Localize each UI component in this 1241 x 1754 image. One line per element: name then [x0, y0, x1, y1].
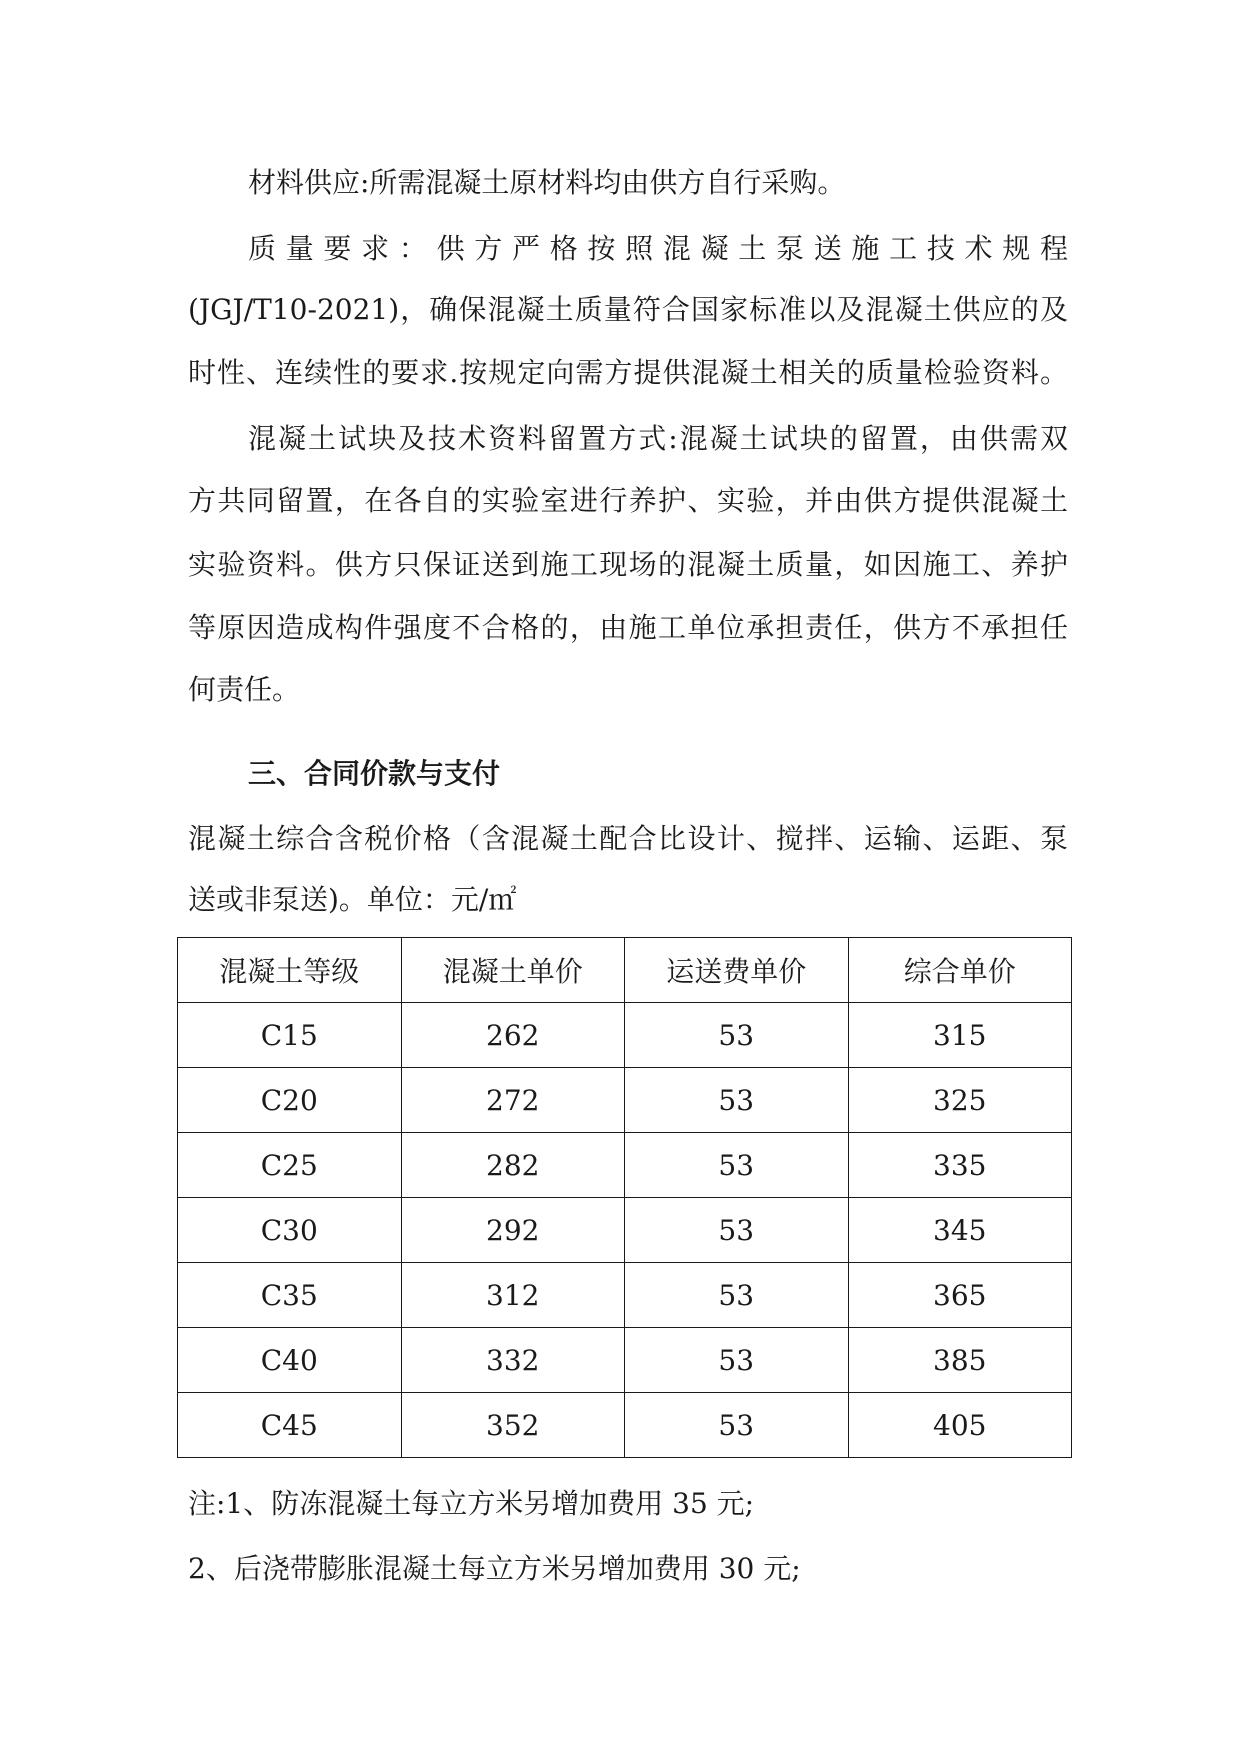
table-row: [178, 1068, 1072, 1133]
cell-transport-price: 53: [625, 1393, 849, 1458]
cell-grade: C35: [178, 1263, 402, 1328]
cell-concrete-price: 352: [401, 1393, 625, 1458]
header-concrete-price: 混凝土单价: [401, 938, 625, 1003]
table-row: [178, 1003, 1072, 1068]
note-2: 2、后浇带膨胀混凝土每立方米另增加费用 30 元;: [188, 1552, 801, 1585]
cell-transport-price: 53: [625, 1198, 849, 1263]
price-table: [177, 937, 1072, 1458]
price-intro-line-1: 混凝土综合含税价格（含混凝土配合比设计、搅拌、运输、运距、泵: [188, 822, 1068, 855]
specimen-paragraph-line-5: 何责任。: [188, 673, 301, 706]
table-row: [178, 1133, 1072, 1198]
cell-concrete-price: 272: [401, 1068, 625, 1133]
price-intro-line-2: 送或非泵送)。单位：元/㎡: [188, 883, 517, 916]
cell-transport-price: 53: [625, 1133, 849, 1198]
table-row: [178, 1263, 1072, 1328]
specimen-paragraph-line-4: 等原因造成构件强度不合格的，由施工单位承担责任，供方不承担任: [188, 611, 1068, 644]
cell-total-price: 405: [848, 1393, 1072, 1458]
specimen-paragraph-line-3: 实验资料。供方只保证送到施工现场的混凝土质量，如因施工、养护: [188, 548, 1068, 581]
header-transport-price: 运送费单价: [625, 938, 849, 1003]
specimen-paragraph-line-2: 方共同留置，在各自的实验室进行养护、实验，并由供方提供混凝土: [188, 484, 1068, 517]
table-row: [178, 1198, 1072, 1263]
table-header-row: [178, 938, 1072, 1003]
cell-total-price: 325: [848, 1068, 1072, 1133]
cell-transport-price: 53: [625, 1263, 849, 1328]
cell-total-price: 365: [848, 1263, 1072, 1328]
cell-concrete-price: 282: [401, 1133, 625, 1198]
specimen-paragraph-line-1: 混凝土试块及技术资料留置方式:混凝土试块的留置，由供需双: [248, 422, 1068, 455]
cell-grade: C40: [178, 1328, 402, 1393]
cell-concrete-price: 332: [401, 1328, 625, 1393]
header-total-price: 综合单价: [848, 938, 1072, 1003]
header-grade: 混凝土等级: [178, 938, 402, 1003]
cell-total-price: 385: [848, 1328, 1072, 1393]
note-1: 注:1、防冻混凝土每立方米另增加费用 35 元;: [188, 1487, 755, 1520]
cell-grade: C45: [178, 1393, 402, 1458]
cell-transport-price: 53: [625, 1068, 849, 1133]
cell-transport-price: 53: [625, 1003, 849, 1068]
cell-concrete-price: 262: [401, 1003, 625, 1068]
table-row: [178, 1393, 1072, 1458]
section-heading: 三、合同价款与支付: [248, 757, 501, 790]
cell-total-price: 335: [848, 1133, 1072, 1198]
cell-total-price: 345: [848, 1198, 1072, 1263]
quality-requirement-line-2: (JGJ/T10-2021)，确保混凝土质量符合国家标准以及混凝土供应的及: [188, 293, 1068, 326]
cell-transport-price: 53: [625, 1328, 849, 1393]
cell-total-price: 315: [848, 1003, 1072, 1068]
cell-concrete-price: 312: [401, 1263, 625, 1328]
cell-grade: C25: [178, 1133, 402, 1198]
quality-requirement-line-1: 质量要求：供方严格按照混凝土泵送施工技术规程: [248, 232, 1068, 265]
cell-grade: C30: [178, 1198, 402, 1263]
cell-concrete-price: 292: [401, 1198, 625, 1263]
cell-grade: C20: [178, 1068, 402, 1133]
quality-requirement-line-3: 时性、连续性的要求.按规定向需方提供混凝土相关的质量检验资料。: [188, 356, 1068, 389]
table-row: [178, 1328, 1072, 1393]
material-supply-paragraph: 材料供应:所需混凝土原材料均由供方自行采购。: [248, 166, 846, 199]
cell-grade: C15: [178, 1003, 402, 1068]
